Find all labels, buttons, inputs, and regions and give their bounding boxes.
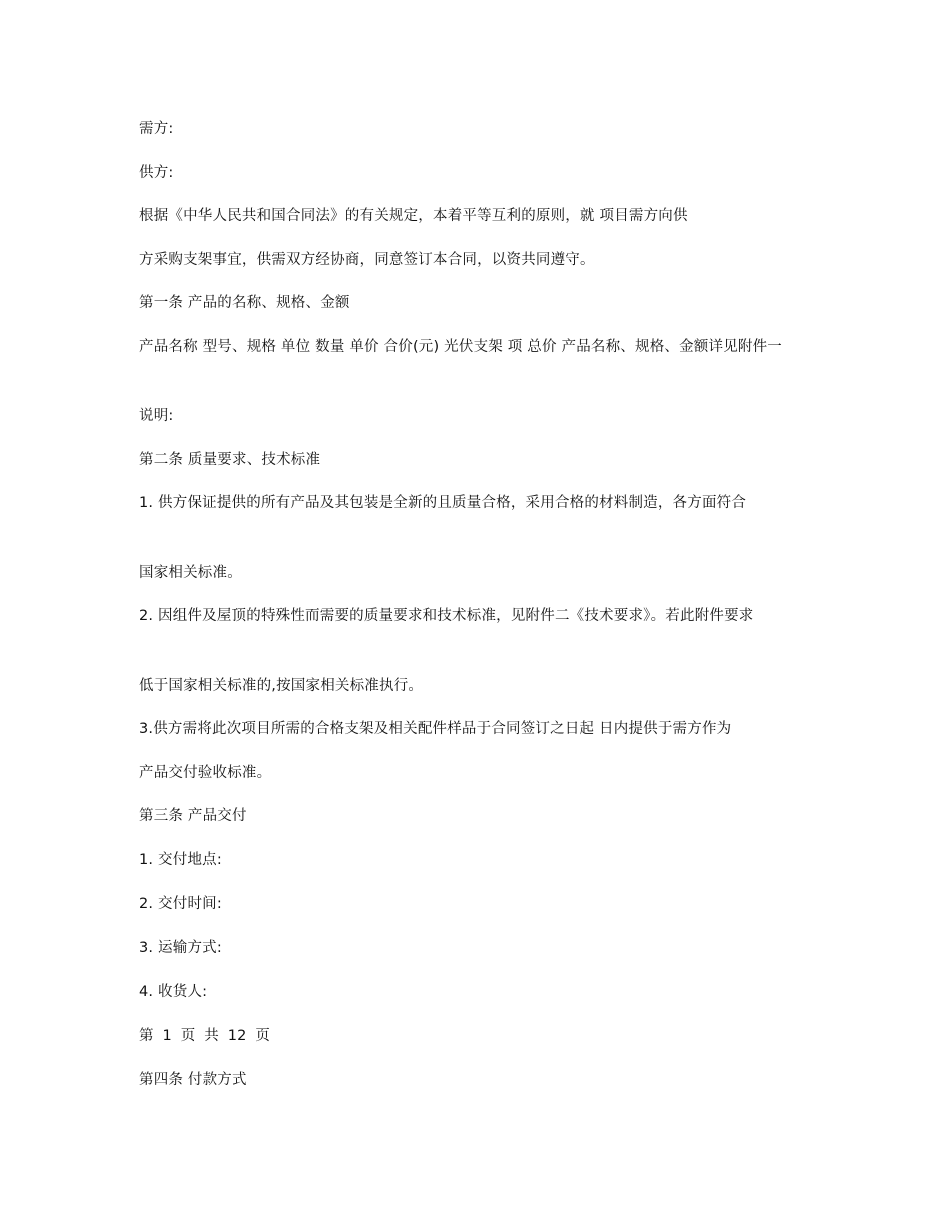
buyer-line: 需方:: [139, 121, 174, 137]
quality-clause-3: 3.供方需将此次项目所需的合格支架及相关配件样品于合同签订之日起 日内提供于需方作为: [139, 721, 732, 737]
preamble-line-1: 根据《中华人民共和国合同法》的有关规定，本着平等互利的原则，就 项目需方向供: [139, 208, 688, 224]
preamble-line-2: 方采购支架事宜，供需双方经协商，同意签订本合同，以资共同遵守。: [139, 252, 595, 268]
page-number: 第 1 页 共 12 页: [139, 1028, 271, 1044]
note-label: 说明:: [139, 408, 174, 424]
product-table-text: 产品名称 型号、规格 单位 数量 单价 合价(元) 光伏支架 项 总价 产品名称、规格、金额详见附件一: [139, 339, 782, 355]
consignee: 4. 收货人:: [139, 984, 208, 1000]
quality-clause-1: 1. 供方保证提供的所有产品及其包装是全新的且质量合格，采用合格的材料制造，各方面符合: [139, 495, 747, 511]
article-2-heading: 第二条 质量要求、技术标准: [139, 452, 321, 468]
supplier-line: 供方:: [139, 165, 174, 181]
delivery-location: 1. 交付地点:: [139, 852, 222, 868]
quality-clause-3-cont: 产品交付验收标准。: [139, 765, 272, 781]
article-1-heading: 第一条 产品的名称、规格、金额: [139, 295, 350, 311]
transport-method: 3. 运输方式:: [139, 940, 222, 956]
delivery-time: 2. 交付时间:: [139, 896, 222, 912]
quality-clause-2-cont: 低于国家相关标准的,按国家相关标准执行。: [139, 678, 424, 694]
article-3-heading: 第三条 产品交付: [139, 808, 247, 824]
quality-clause-2: 2. 因组件及屋顶的特殊性而需要的质量要求和技术标准，见附件二《技术要求》。若此附件要求: [139, 608, 754, 624]
quality-clause-1-cont: 国家相关标准。: [139, 565, 242, 581]
article-4-heading: 第四条 付款方式: [139, 1072, 247, 1088]
